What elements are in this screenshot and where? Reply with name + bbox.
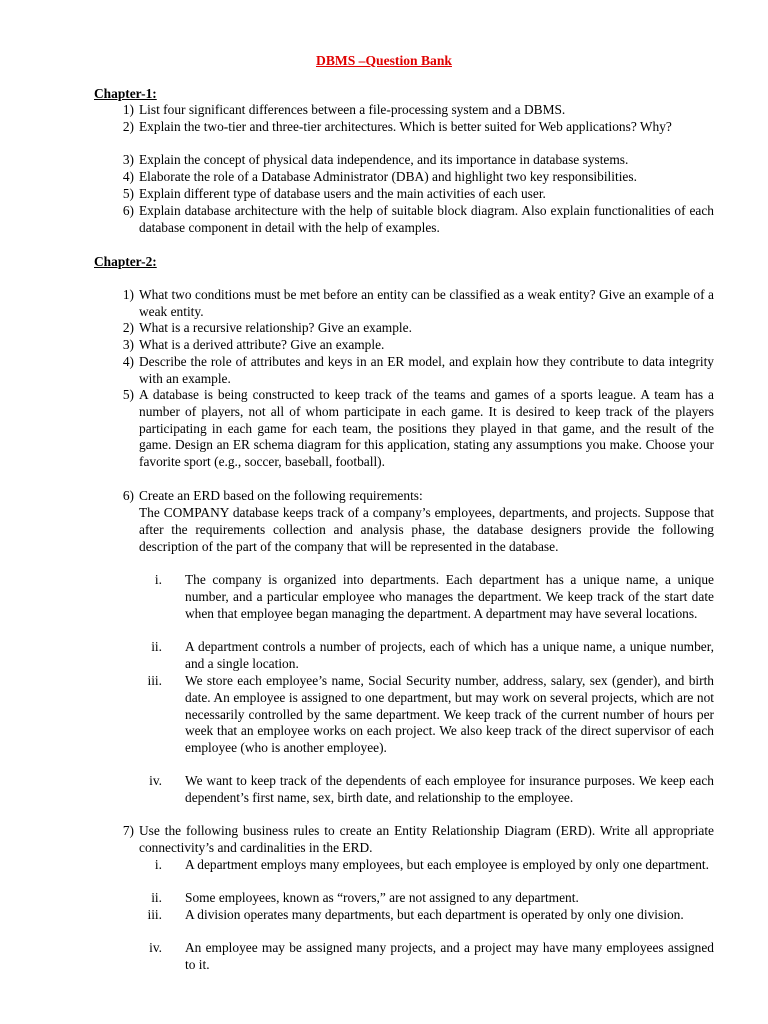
question-6-description: The COMPANY database keeps track of a company’s employees, departments, and projects. Suppose that after the requirements collection and analysis phase, the database designers provide the following description of the part of the company that will be represented in the database.: [139, 505, 714, 554]
question-number: 4): [122, 354, 134, 369]
question-text: What is a recursive relationship? Give an example.: [139, 320, 412, 335]
sub-text: The company is organized into departments. Each department has a unique name, a unique number, and a particular employee who manages the department. We keep track of the start date when that employee began managing the department. A department may have several locations.: [185, 572, 714, 621]
question-number: 3): [122, 337, 134, 352]
sub-number: iii.: [147, 907, 162, 922]
chapter-1-heading: Chapter-1:: [94, 86, 157, 101]
question-number: 6): [122, 488, 134, 503]
sub-text: Some employees, known as “rovers,” are not assigned to any department.: [185, 890, 579, 905]
sub-text: A division operates many departments, but each department is operated by only one division.: [185, 907, 684, 922]
sub-number: ii.: [151, 639, 162, 654]
question-text: A database is being constructed to keep track of the teams and games of a sports league. A team has a number of players, not all of whom participate in each game. It is desired to keep track of the players participating in each game for each team, the positions they played in that game, and the result of the game. Design an ER schema diagram for this application, stating any assumptions you make. Choose your favorite sport (e.g., soccer, baseball, football).: [139, 387, 714, 470]
question-text: What two conditions must be met before an entity can be classified as a weak entity? Give an example of a weak entity.: [139, 287, 714, 319]
question-text: Explain the concept of physical data independence, and its importance in database systems.: [139, 152, 629, 167]
question-number: 1): [122, 102, 134, 117]
question-number: 2): [122, 320, 134, 335]
sub-number: iii.: [147, 673, 162, 688]
question-number: 5): [122, 387, 134, 402]
sub-text: A department employs many employees, but each employee is employed by only one department.: [185, 857, 709, 872]
question-text: Explain the two-tier and three-tier architectures. Which is better suited for Web applications? Why?: [139, 119, 672, 134]
question-text: Elaborate the role of a Database Administrator (DBA) and highlight two key responsibilities.: [139, 169, 637, 184]
sub-text: An employee may be assigned many projects, and a project may have many employees assigned to it.: [185, 940, 714, 972]
question-number: 7): [122, 823, 134, 838]
sub-text: We want to keep track of the dependents of each employee for insurance purposes. We keep each dependent’s first name, sex, birth date, and relationship to the employee.: [185, 773, 714, 805]
sub-number: i.: [154, 857, 162, 872]
question-number: 5): [122, 186, 134, 201]
question-text: Explain different type of database users and the main activities of each user.: [139, 186, 546, 201]
question-number: 6): [122, 203, 134, 218]
question-text: Describe the role of attributes and keys in an ER model, and explain how they contribute to data integrity with an example.: [139, 354, 714, 386]
sub-number: iv.: [149, 940, 162, 955]
question-number: 3): [122, 152, 134, 167]
sub-number: ii.: [151, 890, 162, 905]
sub-text: We store each employee’s name, Social Security number, address, salary, sex (gender), and birth date. An employee is assigned to one department, but may work on several projects, which are not necessarily controlled by the same department. We keep track of the current number of hours per week that an employee works on each project. We also keep track of the direct supervisor of each employee (who is another employee).: [185, 673, 714, 756]
question-number: 4): [122, 169, 134, 184]
sub-number: i.: [154, 572, 162, 587]
question-lead: Create an ERD based on the following requirements:: [139, 488, 423, 503]
sub-text: A department controls a number of projects, each of which has a unique name, a unique number, and a single location.: [185, 639, 714, 671]
question-text: List four significant differences between a file-processing system and a DBMS.: [139, 102, 566, 117]
question-number: 2): [122, 119, 134, 134]
sub-number: iv.: [149, 773, 162, 788]
question-text: What is a derived attribute? Give an example.: [139, 337, 385, 352]
document-title: DBMS –Question Bank: [316, 53, 452, 68]
question-lead: Use the following business rules to create an Entity Relationship Diagram (ERD). Write all appropriate connectivity’s and cardinalities in the ERD.: [139, 823, 714, 855]
question-text: Explain database architecture with the help of suitable block diagram. Also explain functionalities of each database component in detail with the help of examples.: [139, 203, 714, 235]
question-number: 1): [122, 287, 134, 302]
chapter-2-heading: Chapter-2:: [94, 254, 157, 269]
